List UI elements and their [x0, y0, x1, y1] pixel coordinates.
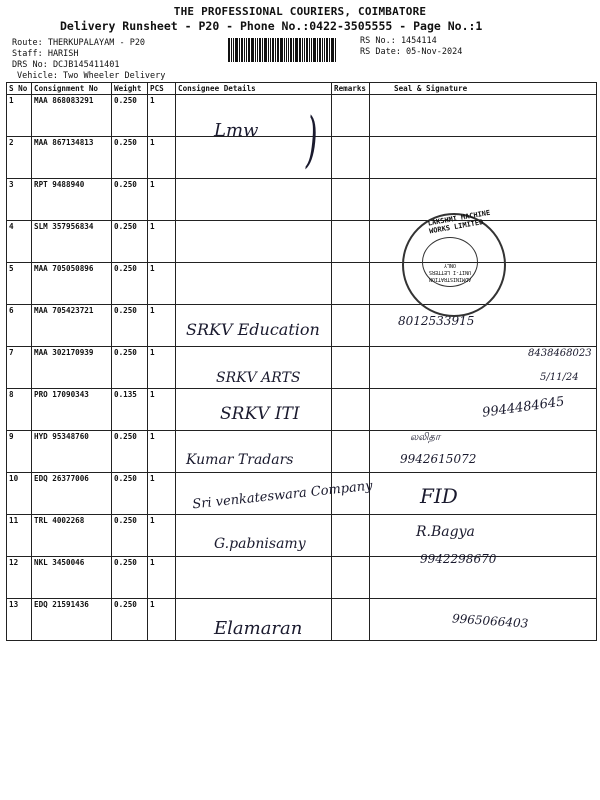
row-consignment-no: NKL 3450046 — [32, 557, 112, 599]
row-sno: 12 — [7, 557, 32, 599]
row-sno: 6 — [7, 305, 32, 347]
row-weight: 0.250 — [112, 137, 148, 179]
row-consignment-no: RPT 9488940 — [32, 179, 112, 221]
table-row — [7, 221, 597, 263]
barcode — [228, 38, 356, 62]
row-weight: 0.250 — [112, 95, 148, 137]
table-row — [7, 431, 597, 473]
row-weight: 0.135 — [112, 389, 148, 431]
row-remarks-cell — [332, 221, 370, 263]
row-remarks-cell — [332, 179, 370, 221]
row-remarks-cell — [332, 389, 370, 431]
row-sno: 7 — [7, 347, 32, 389]
runsheet-title: Delivery Runsheet - P20 - Phone No.:0422-3505555 - Page No.:1 — [60, 19, 483, 33]
row-weight: 0.250 — [112, 431, 148, 473]
consignee-handwriting-1: Lmw — [214, 120, 259, 141]
stamp-ring-text: LAKSHMI MACHINE WORKS LIMITED — [427, 208, 491, 236]
row-consignee-cell — [176, 221, 332, 263]
row-consignment-no: EDQ 21591436 — [32, 599, 112, 641]
company-seal-stamp — [402, 208, 506, 317]
row-consignment-no: SLM 357956834 — [32, 221, 112, 263]
row-remarks-cell — [332, 599, 370, 641]
row-consignee-cell — [176, 263, 332, 305]
row-sno: 5 — [7, 263, 32, 305]
row-remarks-cell — [332, 557, 370, 599]
row-consignment-no: MAA 302170939 — [32, 347, 112, 389]
vehicle-line: Vehicle: Two Wheeler Delivery — [17, 71, 166, 81]
row-pcs: 1 — [148, 473, 176, 515]
row-sno: 10 — [7, 473, 32, 515]
col-consignee: Consignee Details — [176, 83, 332, 95]
row-weight: 0.250 — [112, 557, 148, 599]
row-consignment-no: HYD 95348760 — [32, 431, 112, 473]
row-signature-cell — [370, 473, 597, 515]
row-weight: 0.250 — [112, 347, 148, 389]
table-row — [7, 347, 597, 389]
row-consignment-no: TRL 4002268 — [32, 515, 112, 557]
row-pcs: 1 — [148, 221, 176, 263]
row-pcs: 1 — [148, 179, 176, 221]
signature-7-date: 5/11/24 — [540, 372, 579, 383]
consignee-handwriting-7: SRKV ARTS — [216, 370, 301, 386]
row-remarks-cell — [332, 515, 370, 557]
row-pcs: 1 — [148, 431, 176, 473]
signature-8: 9944484645 — [481, 394, 566, 421]
row-consignment-no: MAA 867134813 — [32, 137, 112, 179]
row-sno: 9 — [7, 431, 32, 473]
signature-7-phone: 8438468023 — [528, 348, 592, 359]
row-consignment-no: MAA 705050896 — [32, 263, 112, 305]
row-pcs: 1 — [148, 515, 176, 557]
table-row — [7, 137, 597, 179]
consignee-handwriting-8: SRKV ITI — [220, 404, 300, 424]
route-line: Route: THERKUPALAYAM - P20 — [12, 38, 146, 48]
row-pcs: 1 — [148, 263, 176, 305]
signature-10: FID — [420, 484, 458, 508]
row-remarks-cell — [332, 137, 370, 179]
runsheet-table — [6, 82, 597, 641]
consignee-handwriting-9: Kumar Tradars — [186, 452, 294, 468]
drs-line: DRS No: DCJB145411401 — [12, 60, 120, 70]
row-signature-cell — [370, 95, 597, 137]
row-signature-cell — [370, 137, 597, 179]
row-sno: 2 — [7, 137, 32, 179]
col-weight: Weight — [112, 83, 148, 95]
row-pcs: 1 — [148, 305, 176, 347]
col-consignment: Consignment No — [32, 83, 112, 95]
row-remarks-cell — [332, 305, 370, 347]
signature-11: R.Bagya — [416, 524, 475, 540]
rs-number: RS No.: 1454114 — [360, 36, 437, 46]
col-sno: S No — [7, 83, 32, 95]
staff-line: Staff: HARISH — [12, 49, 79, 59]
row-consignment-no: EDQ 26377006 — [32, 473, 112, 515]
signature-12: 9942298670 — [420, 552, 497, 566]
table-row — [7, 179, 597, 221]
row-weight: 0.250 — [112, 599, 148, 641]
row-weight: 0.250 — [112, 179, 148, 221]
col-remarks: Remarks — [332, 83, 370, 95]
stamp-inner-text: ADMINISTRATION UNIT-I LETTERS ONLY — [422, 237, 478, 287]
ditto-bracket: ) — [305, 105, 318, 175]
row-remarks-cell — [332, 263, 370, 305]
rs-date: RS Date: 05-Nov-2024 — [360, 47, 463, 57]
row-consignment-no: PRO 17090343 — [32, 389, 112, 431]
row-consignment-no: MAA 705423721 — [32, 305, 112, 347]
signature-9: 9942615072 — [400, 452, 477, 466]
signature-9-name: லலிதா — [410, 432, 441, 443]
row-pcs: 1 — [148, 137, 176, 179]
table-row — [7, 557, 597, 599]
row-pcs: 1 — [148, 95, 176, 137]
row-weight: 0.250 — [112, 263, 148, 305]
row-weight: 0.250 — [112, 221, 148, 263]
row-pcs: 1 — [148, 557, 176, 599]
row-pcs: 1 — [148, 389, 176, 431]
table-row — [7, 263, 597, 305]
consignee-handwriting-6: SRKV Education — [186, 320, 320, 339]
row-sno: 13 — [7, 599, 32, 641]
company-name: THE PROFESSIONAL COURIERS, COIMBATORE — [173, 5, 427, 18]
col-signature: Seal & Signature — [370, 83, 597, 95]
row-pcs: 1 — [148, 599, 176, 641]
consignee-handwriting-13: Elamaran — [214, 618, 303, 639]
row-consignment-no: MAA 868083291 — [32, 95, 112, 137]
signature-6: 8012533915 — [398, 314, 475, 328]
row-remarks-cell — [332, 347, 370, 389]
row-remarks-cell — [332, 431, 370, 473]
row-weight: 0.250 — [112, 515, 148, 557]
consignee-handwriting-12: G.pabnisamy — [214, 536, 306, 552]
row-sno: 8 — [7, 389, 32, 431]
row-signature-cell — [370, 515, 597, 557]
row-pcs: 1 — [148, 347, 176, 389]
row-consignee-cell — [176, 179, 332, 221]
row-remarks-cell — [332, 95, 370, 137]
row-consignee-cell — [176, 557, 332, 599]
signature-13: 9965066403 — [451, 611, 529, 631]
row-sno: 3 — [7, 179, 32, 221]
table-row — [7, 95, 597, 137]
col-pcs: PCS — [148, 83, 176, 95]
row-sno: 11 — [7, 515, 32, 557]
row-sno: 1 — [7, 95, 32, 137]
table-header-row — [7, 83, 597, 95]
row-sno: 4 — [7, 221, 32, 263]
row-weight: 0.250 — [112, 473, 148, 515]
consignee-handwriting-10: Sri venkateswara Company — [191, 478, 374, 513]
row-weight: 0.250 — [112, 305, 148, 347]
